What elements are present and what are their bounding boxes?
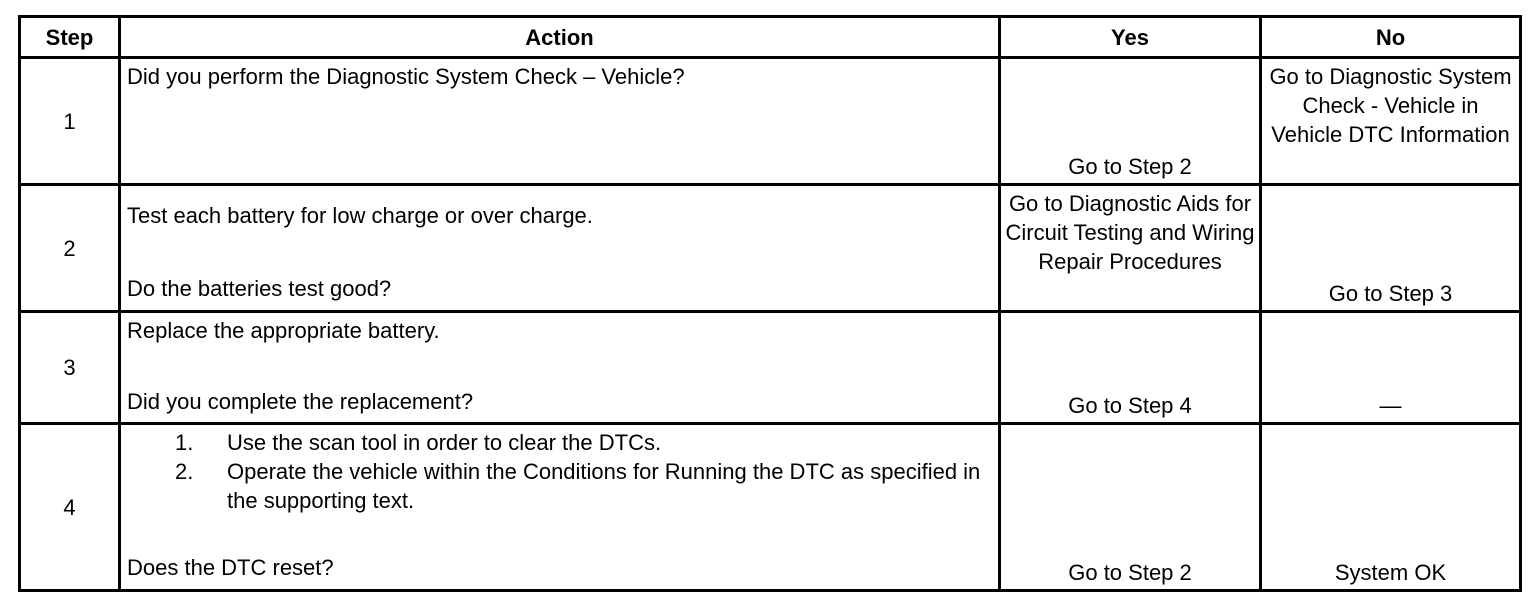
substep-number: 1. [175,430,194,455]
table-row [20,58,1521,185]
action-text: Test each battery for low charge or over charge. [127,203,593,228]
header-yes: Yes [1000,17,1261,58]
action-text: Did you perform the Diagnostic System Check – Vehicle? [127,64,685,89]
no-cell: Go to Step 3 [1261,185,1521,312]
header-row [20,17,1521,58]
substep-text: Operate the vehicle within the Conditions for Running the DTC as specified in the supporting text. [227,459,981,513]
table-row [20,424,1521,591]
step-number: 1 [20,58,120,185]
table-row [20,185,1521,312]
step-number: 3 [20,312,120,424]
no-cell: — [1261,312,1521,424]
diagnostic-table [18,15,1522,592]
action-cell [120,185,1000,312]
list-item [127,428,992,457]
action-question: Do the batteries test good? [127,276,392,301]
action-cell [120,424,1000,591]
substep-text: Use the scan tool in order to clear the DTCs. [227,430,662,455]
substep-number: 2. [175,459,194,484]
action-cell [120,312,1000,424]
no-cell: Go to Diagnostic System Check - Vehicle in Vehicle DTC Information [1261,58,1521,185]
action-cell [120,58,1000,185]
action-text: Replace the appropriate battery. [127,318,440,343]
yes-cell: Go to Diagnostic Aids for Circuit Testing and Wiring Repair Procedures [1000,185,1261,312]
table-row [20,312,1521,424]
substep-list [127,428,992,515]
action-question: Does the DTC reset? [127,555,334,580]
header-no: No [1261,17,1521,58]
yes-cell: Go to Step 2 [1000,424,1261,591]
yes-cell: Go to Step 4 [1000,312,1261,424]
step-number: 2 [20,185,120,312]
no-cell: System OK [1261,424,1521,591]
action-question: Did you complete the replacement? [127,389,474,414]
list-item [127,457,992,515]
step-number: 4 [20,424,120,591]
header-step: Step [20,17,120,58]
header-action: Action [120,17,1000,58]
yes-cell: Go to Step 2 [1000,58,1261,185]
